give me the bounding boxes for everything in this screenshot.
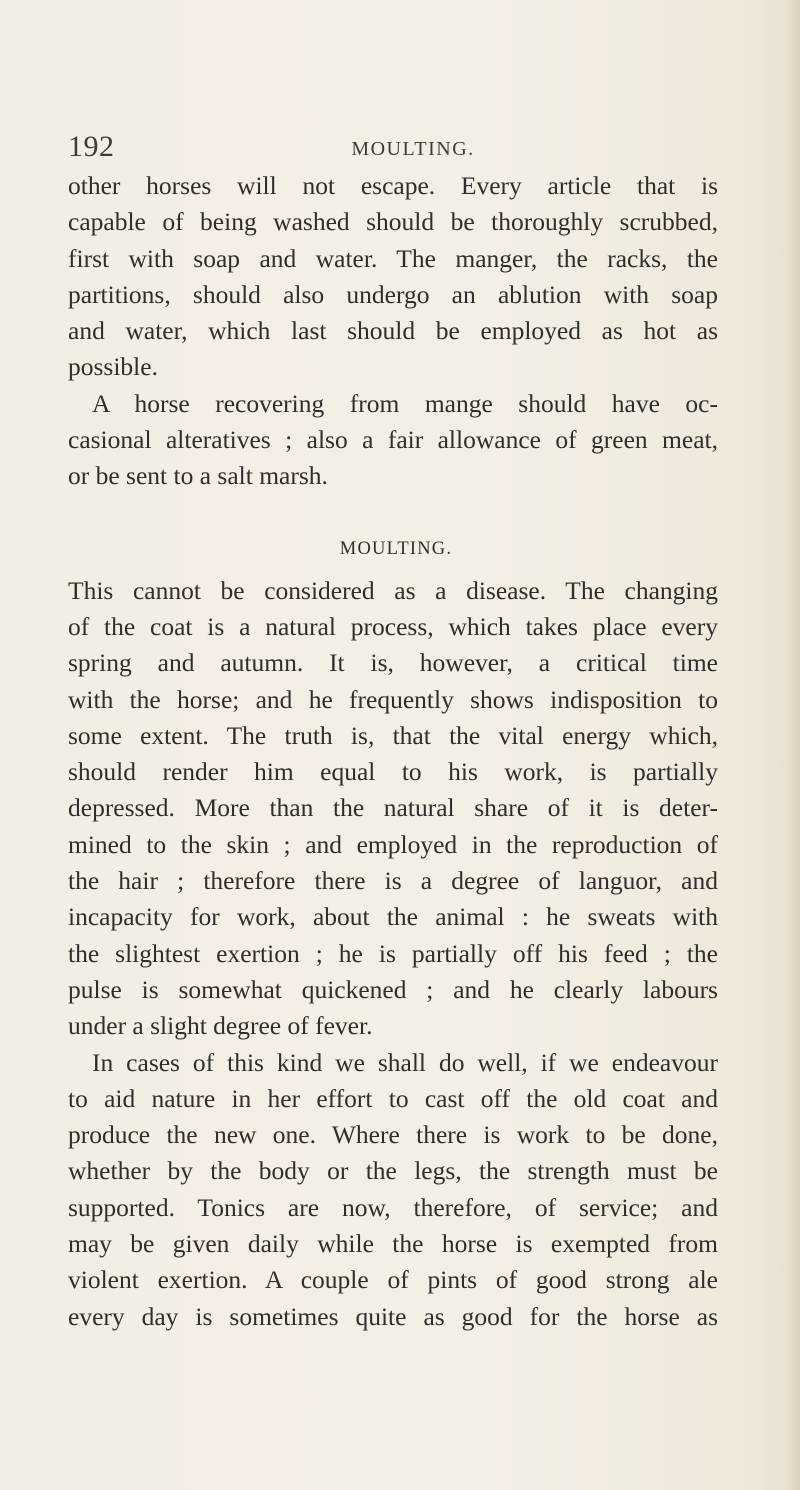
text-line: depressed. More than the natural share of it is deter-: [68, 793, 718, 823]
text-line: may be given daily while the horse is exempted from: [68, 1229, 718, 1259]
paragraph-moulting-description: [68, 573, 718, 1045]
paragraph-treatment: [68, 1045, 718, 1335]
text-line: should render him equal to his work, is partially: [68, 757, 718, 787]
text-line: produce the new one. Where there is work to be done,: [68, 1120, 718, 1150]
text-line: mined to the skin ; and employed in the reproduction of: [68, 829, 718, 859]
text-line: pulse is somewhat quickened ; and he clearly labours: [68, 974, 718, 1004]
text-line: whether by the body or the legs, the strength must be: [68, 1156, 718, 1186]
text-line: first with soap and water. The manger, the racks, the: [68, 243, 718, 273]
text-line: supported. Tonics are now, therefore, of service; and: [68, 1192, 718, 1222]
text-line: partitions, should also undergo an ablution with soap: [68, 279, 718, 309]
page-edge-shadow: [786, 0, 800, 1490]
page-header: [68, 130, 718, 172]
text-line: violent exertion. A couple of pints of good strong ale: [68, 1265, 718, 1295]
section-heading: MOULTING.: [339, 538, 453, 559]
text-line: some extent. The truth is, that the vital energy which,: [68, 720, 718, 750]
text-line: with the horse; and he frequently shows indisposition to: [68, 684, 718, 714]
text-line: This cannot be considered as a disease. The changing: [68, 575, 718, 605]
paragraph-stable-cleaning: [68, 168, 718, 386]
text-line: the hair ; therefore there is a degree of languor, and: [68, 866, 718, 896]
page-number: 192: [68, 130, 115, 163]
text-line: under a slight degree of fever.: [68, 1011, 373, 1041]
text-line: A horse recovering from mange should have oc-: [92, 388, 718, 418]
text-line: the slightest exertion ; he is partially off his feed ; the: [68, 938, 718, 968]
text-line: other horses will not escape. Every article that is: [68, 171, 718, 200]
text-line: or be sent to a salt marsh.: [68, 461, 328, 491]
text-line: and water, which last should be employed as hot as: [68, 316, 718, 346]
running-head: MOULTING.: [351, 138, 475, 160]
paragraph-mange-recovery: [68, 386, 718, 495]
text-line: casional alteratives ; also a fair allowance of green meat,: [68, 425, 718, 455]
text-line: capable of being washed should be thoroughly scrubbed,: [68, 207, 718, 237]
text-line: spring and autumn. It is, however, a critical time: [68, 648, 718, 678]
text-line: possible.: [68, 352, 158, 382]
body-text: [68, 168, 718, 1335]
text-line: every day is sometimes quite as good for the horse as: [68, 1301, 718, 1331]
text-line: of the coat is a natural process, which takes place every: [68, 611, 718, 641]
text-line: In cases of this kind we shall do well, if we endeavour: [92, 1047, 718, 1077]
text-line: incapacity for work, about the animal : he sweats with: [68, 902, 718, 932]
text-line: to aid nature in her effort to cast off the old coat and: [68, 1083, 718, 1113]
